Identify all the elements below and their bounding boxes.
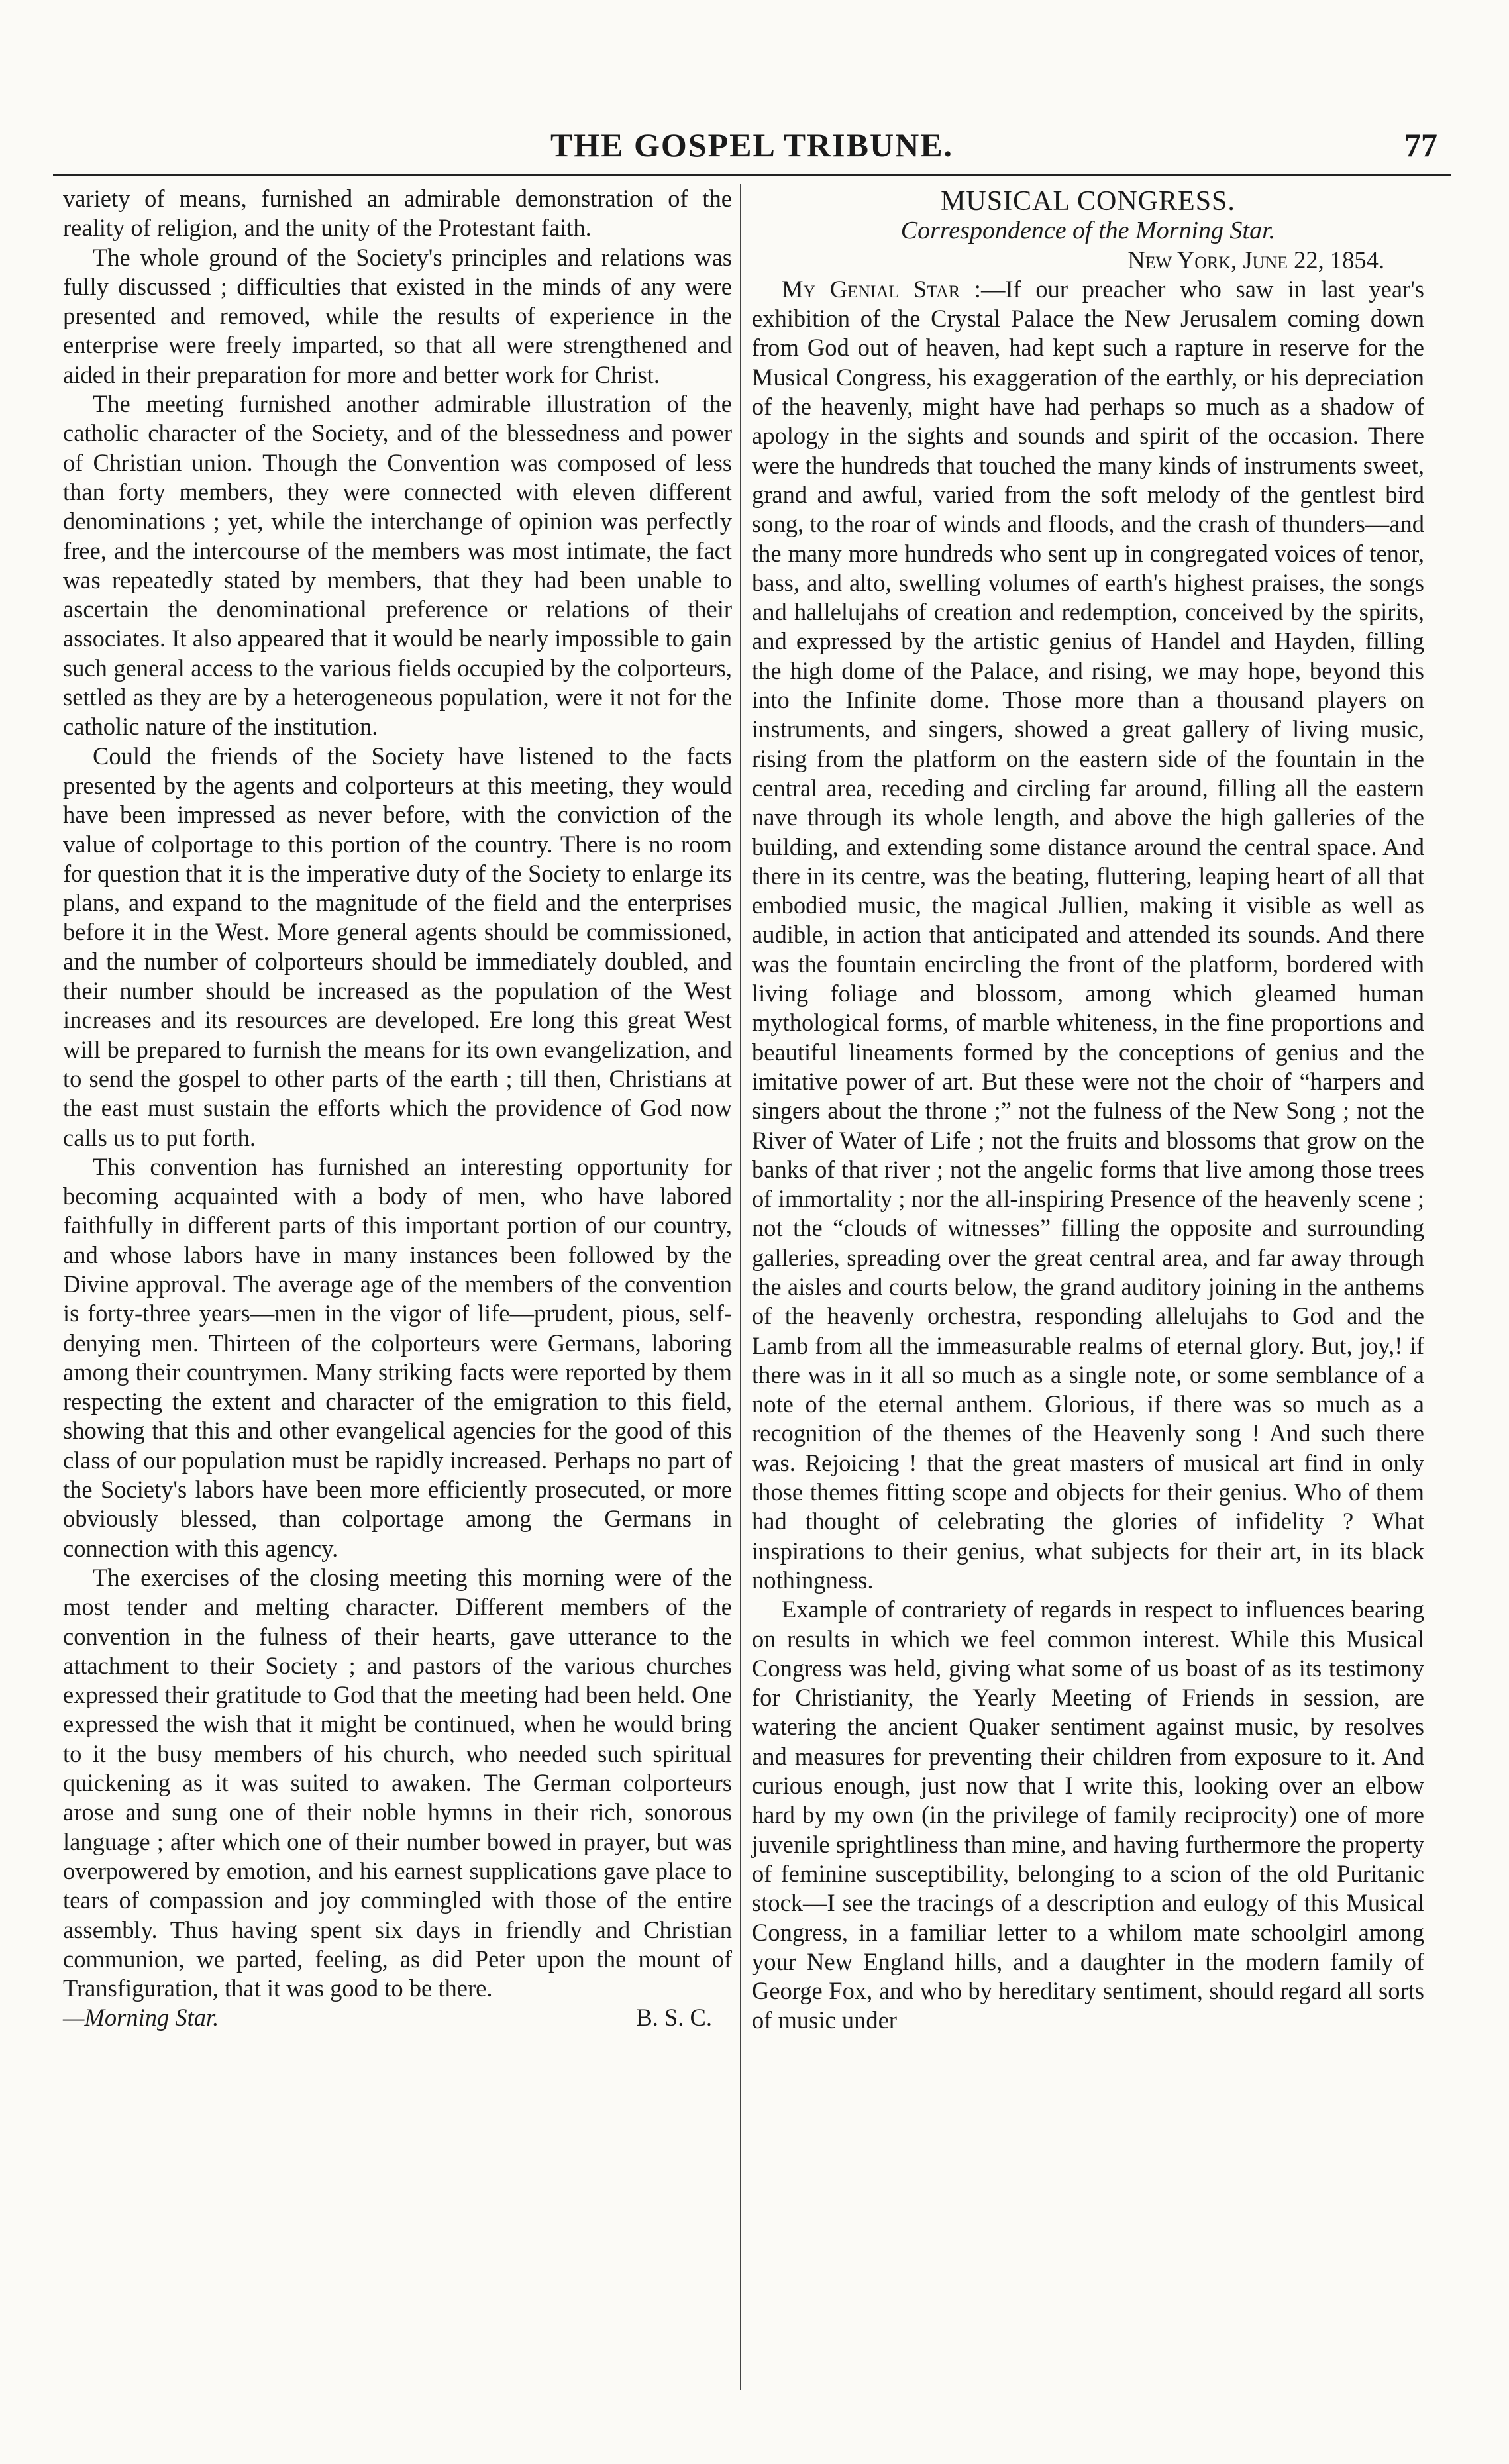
paragraph-text: —If our preacher who saw in last year's exhibition of the Crystal Palace the New Jerusalem coming down from God out of heaven, had kept such a rapture in reserve for the Musical Congress, his exaggeration of the earthly, or his depreciation of the heavenly, might have had perhaps so much as a shadow of apology in the sights and sounds and spirit of the occasion. There were the hundreds that touched the many kinds of instruments sweet, grand and awful, varied from the soft melody of the gentlest bird song, to the roar of winds and floods, and the crash of thunders—and the many more hundreds who sent up in congregated voices of tenor, bass, and alto, swelling volumes of earth's highest praises, the songs and hallelujahs of creation and redemption, conceived by the spirits, and expressed by the artistic genius of Handel and Hayden, filling the high dome of the Palace, and rising, we may hope, beyond this into the Infinite dome. Those more than a thousand players on instruments, and singers, showed a great gallery of living music, rising from the platform on the eastern side of the fountain in the central area, receding and circling far around, filling all the eastern nave through its whole length, and above the high galleries of the building, and extending some distance around the central space. And there in its centre, was the beating, fluttering, leaping heart of all that embodied music, the magical Jullien, making it visible as well as audible, in action that anticipated and attended its sounds. And there was the fountain encircling the front of the platform, bordered with living foliage and blossom, among which gleamed human mythological forms, of marble whiteness, in the fine proportions and beautiful lineaments formed by the conceptions of genius and the imitative power of art. But these were not the choir of “harpers and singers about the throne ;” not the fulness of the New Song ; not the River of Water of Life ; not the fruits and blossoms that grow on the banks of that river ; not the angelic forms that live among those trees of immortality ; nor the all-inspiring Presence of the heavenly scene ; not the “clouds of witnesses” filling the opposite and surrounding galleries, spreading over the great central area, and far away through the aisles and courts below, the grand auditory joining in the anthems of the heavenly orchestra, responding allelujahs to God and the Lamb from all the immeasurable realms of eternal glory. But, joy,! if there was in it all so much as a single note, or some semblance of a note of the eternal anthem. Glorious, if there was so much as a recognition of the themes of the Heavenly song ! And such there was. Rejoicing ! that the great masters of musical art find in only those themes fitting scope and objects for their genius. Who of them had thought of celebrating the glories of infidelity ? What inspirations to their genius, what subjects for their art, in its black nothingness. — [752, 275, 1424, 1594]
page-number: 77 — [1404, 127, 1437, 164]
header-rule — [53, 174, 1451, 176]
paragraph: variety of means, furnished an admirable demonstration of the reality of religion, and the unity of the Protestant faith. — [63, 185, 732, 242]
paragraph: Could the friends of the Society have listened to the facts presented by the agents and colporteurs at this meeting, they would have been impressed as never before, with the conviction of the value of colportage to this portion of the country. There is no room for question that it is the imperative duty of the Society to enlarge its plans, and expand to the magnitude of the field and the enterprises before it in the West. More general agents should be commissioned, and the number of colporteurs should be immediately doubled, and their number should be increased as the population of the West increases and its resources are developed. Ere long this great West will be prepared to furnish the means for its own evangelization, and to send the gospel to other parts of the earth ; till then, Christians at the east must sustain the efforts which the providence of God now calls us to put forth. — [63, 742, 732, 1151]
author-initials: B. S. C. — [636, 2004, 712, 2031]
signature-line — [63, 2003, 732, 2032]
paragraph: The whole ground of the Society's principles and relations was fully discussed ; difficulties that existed in the minds of any were presented and removed, while the results of experience in the enterprise were freely imparted, so that all were strengthened and aided in their preparation for more and better work for Christ. — [63, 243, 732, 388]
paragraph: This convention has furnished an interesting opportunity for becoming acquainted with a body of men, who have labored faithfully in different parts of this important portion of our country, and whose labors have in many instances been followed by the Divine approval. The average age of the members of the convention is forty-three years—men in the vigor of life—prudent, pious, self-denying men. Thirteen of the colporteurs were Germans, laboring among their countrymen. Many striking facts were reported by them respecting the extent and character of the emigration to this field, showing that this and other evangelical agencies for the good of this class of our population must be rapidly increased. Perhaps no part of the Society's labors have been more efficiently prosecuted, or more obviously blessed, than colportage among the Germans in connection with this agency. — [63, 1153, 732, 1562]
paragraph: The meeting furnished another admirable illustration of the catholic character of the Society, and of the blessedness and power of Christian union. Though the Convention was composed of less than forty members, they were connected with eleven different denominations ; yet, while the interchange of opinion was perfectly free, and the intercourse of the members was most intimate, the fact was repeatedly stated by members, that they had been unable to ascertain the denominational preference or relations of their associates. It also appeared that it would be nearly impossible to gain such general access to the various fields occupied by the colporteurs, settled as they are by a heterogeneous population, were it not for the catholic nature of the institution. — [63, 390, 732, 741]
paragraph — [752, 275, 1424, 1595]
paragraph: Example of contrariety of regards in respect to influences bearing on results in which we feel common interest. While this Musical Congress was held, giving what some of us boast of as its testimony for Christianity, the Yearly Meeting of Friends in session, are watering the ancient Quaker sentiment against music, by resolves and measures for preventing their children from exposure to it. And curious enough, just now that I write this, looking over an elbow hard by my own (in the privilege of family reciprocity) one of more juvenile sprightliness than mine, and having furthermore the property of feminine susceptibility, belonging to a scion of the old Puritanic stock—I see the tracings of a description and eulogy of this Musical Congress, in a familiar letter to a whilom mate schoolgirl among your New England hills, and a daughter in the modern family of George Fox, and who by hereditary sentiment, should regard all sorts of music under — [752, 1596, 1424, 2034]
article-title: MUSICAL CONGRESS. — [941, 186, 1235, 217]
page-header — [53, 126, 1451, 172]
journal-title: THE GOSPEL TRIBUNE. — [550, 127, 954, 164]
dateline: New York, June 22, 1854. — [1127, 246, 1384, 274]
paragraph: The exercises of the closing meeting this morning were of the most tender and melting character. Different members of the convention in the fulness of their hearts, gave utterance to the attachment to their Society ; and pastors of the various churches expressed their gratitude to God that the meeting had been held. One expressed the wish that it might be continued, when he would bring to it the busy members of his church, who needed such spiritual quickening as it was suited to awaken. The German colporteurs arose and sung one of their noble hymns in their rich, sonorous language ; after which one of their number bowed in prayer, but was overpowered by emotion, and his earnest supplications gave place to tears of compassion and joy commingled with those of the entire assembly. Thus having spent six days in friendly and Christian communion, we parted, feeling, as did Peter upon the mount of Transfiguration, that it was good to be there. — [63, 1563, 732, 2002]
article-subtitle: Correspondence of the Morning Star. — [900, 217, 1276, 245]
right-column — [752, 184, 1424, 2035]
column-divider — [740, 184, 741, 2390]
salutation: My Genial Star : — [782, 275, 981, 303]
left-column — [63, 184, 732, 2033]
source-attribution: —Morning Star. — [63, 2004, 219, 2031]
